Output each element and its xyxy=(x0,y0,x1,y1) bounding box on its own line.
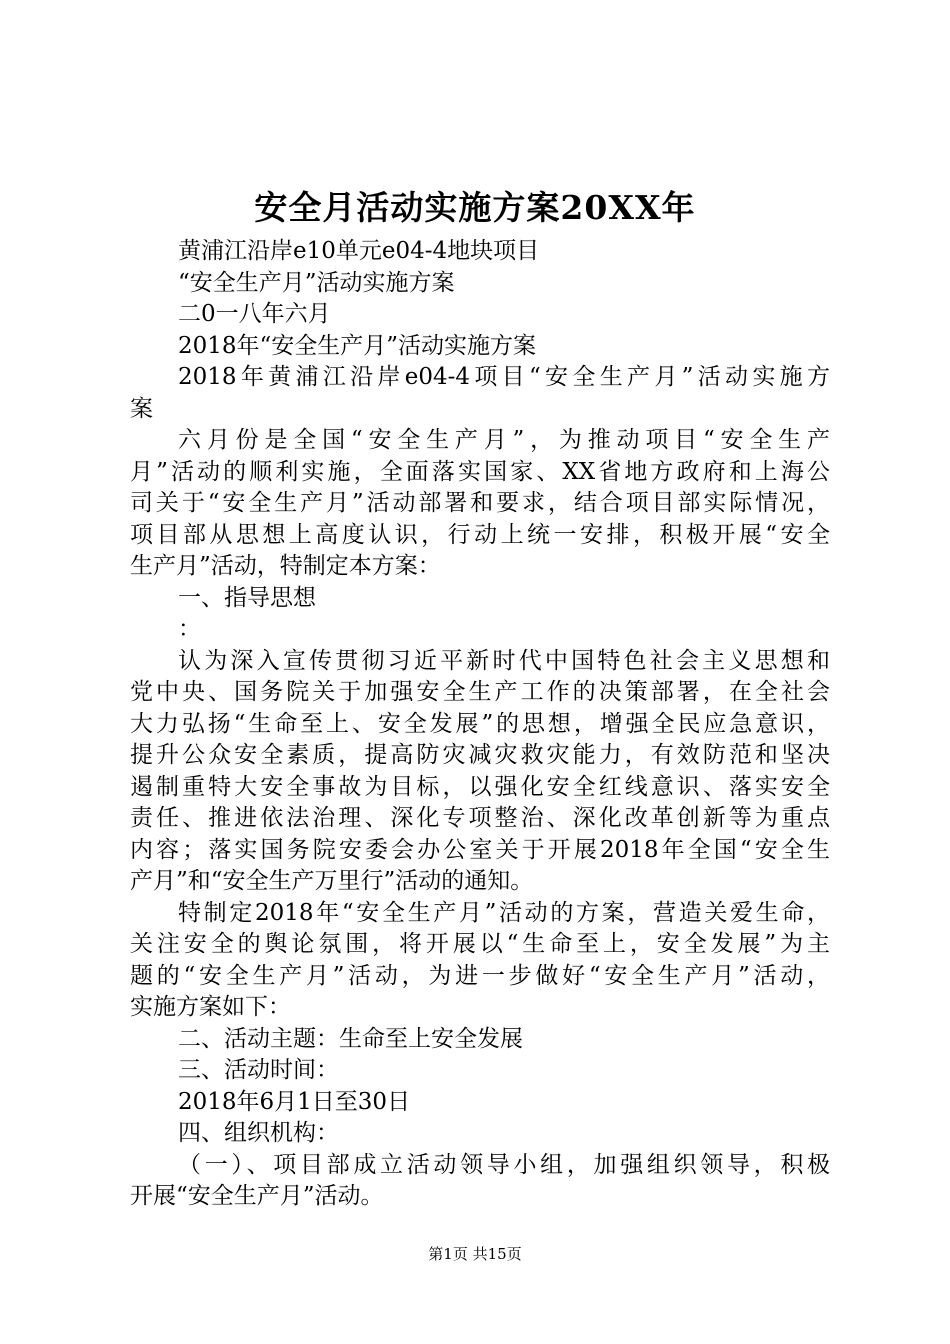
body-line: 开展“安全生产月”活动。 xyxy=(130,1183,384,1209)
body-line: 关注安全的舆论氛围，将开展以“生命至上，安全发展”为主 xyxy=(130,931,830,957)
body-line: 提升公众安全素质，提高防灾减灾救灾能力，有效防范和坚决 xyxy=(130,742,830,768)
body-line: 四、组织机构： xyxy=(178,1120,339,1146)
body-line: 大力弘扬“生命至上、安全发展”的思想，增强全民应急意识， xyxy=(130,710,830,737)
body-line: 二、活动主题：生命至上安全发展 xyxy=(178,1025,523,1052)
body-line: 生产月”活动，特制定本方案： xyxy=(130,553,441,579)
body-line: 产月”和“安全生产万里行”活动的通知。 xyxy=(130,868,534,894)
body-line: 三、活动时间： xyxy=(178,1057,339,1083)
body-line: 项目部从思想上高度认识，行动上统一安排，积极开展“安全 xyxy=(130,521,830,548)
body-line: 二0一八年六月 xyxy=(178,301,331,327)
body-line: 六月份是全国“安全生产月”，为推动项目“安全生产 xyxy=(178,427,830,453)
body-line: 案 xyxy=(130,395,153,422)
body-line: （一）、项目部成立活动领导小组，加强组织领导，积极 xyxy=(178,1151,830,1178)
page-footer: 第1页 共15页 xyxy=(428,1245,522,1263)
body-line: 党中央、国务院关于加强安全生产工作的决策部署，在全社会 xyxy=(130,679,830,705)
body-line: 内容；落实国务院安委会办公室关于开展2018年全国“安全生 xyxy=(130,836,830,863)
body-line: 认为深入宣传贯彻习近平新时代中国特色社会主义思想和 xyxy=(178,647,830,674)
body-line: 实施方案如下： xyxy=(130,994,291,1020)
body-line: 一、指导思想 xyxy=(178,584,316,611)
body-line: 月”活动的顺利实施，全面落实国家、XX省地方政府和上海公 xyxy=(130,458,830,485)
body-line: 司关于“安全生产月”活动部署和要求，结合项目部实际情况， xyxy=(130,490,830,516)
body-line: 遏制重特大安全事故为目标，以强化安全红线意识、落实安全 xyxy=(130,773,830,800)
body-line: 2018年“安全生产月”活动实施方案 xyxy=(178,332,537,359)
body-line: ： xyxy=(178,616,201,642)
body-line: 特制定2018年“安全生产月”活动的方案，营造关爱生命， xyxy=(178,899,830,926)
document-body xyxy=(130,236,830,1213)
document-title: 安全月活动实施方案20XX年 xyxy=(254,188,696,227)
body-line: 2018年6月1日至30日 xyxy=(178,1088,411,1115)
body-line: “安全生产月”活动实施方案 xyxy=(178,269,455,296)
body-line: 题的“安全生产月”活动，为进一步做好“安全生产月”活动， xyxy=(130,962,830,989)
body-line: 黄浦江沿岸e10单元e04-4地块项目 xyxy=(178,238,540,264)
body-line: 2018年黄浦江沿岸e04-4项目“安全生产月”活动实施方 xyxy=(178,364,830,390)
body-line: 责任、推进依法治理、深化专项整治、深化改革创新等为重点 xyxy=(130,805,830,831)
